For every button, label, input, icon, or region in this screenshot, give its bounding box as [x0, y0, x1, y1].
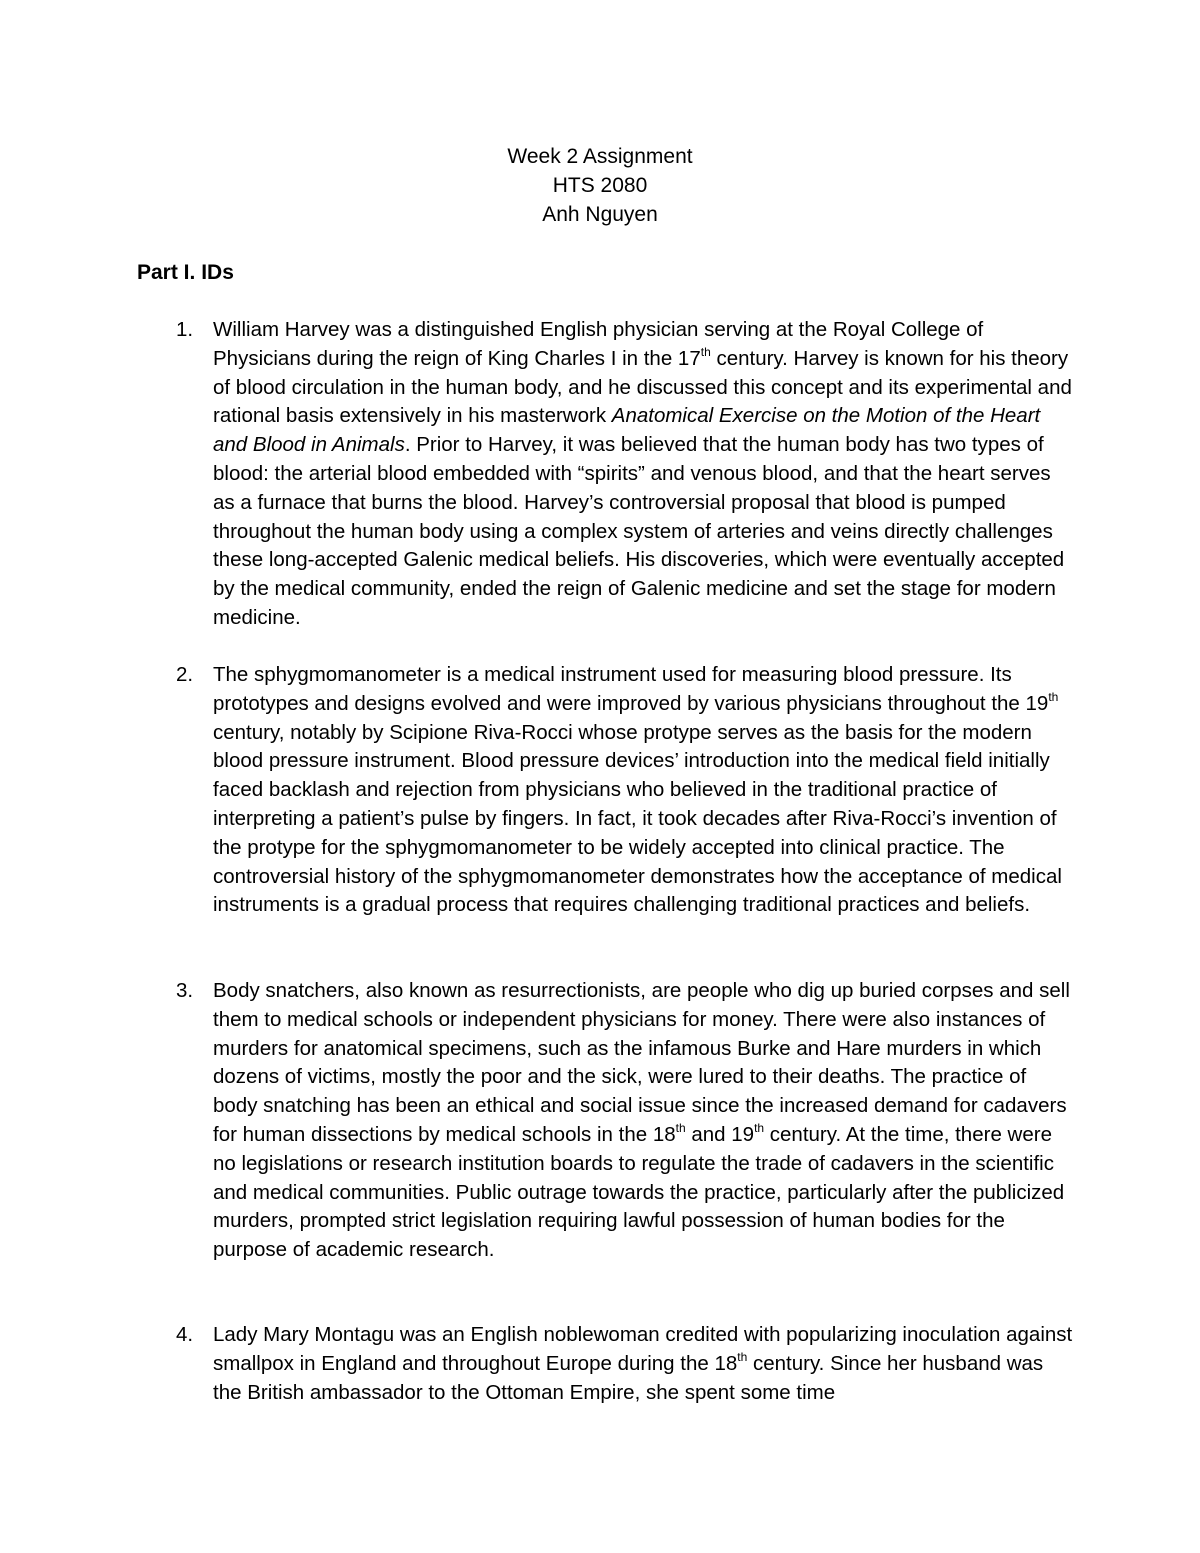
list-item-text: Body snatchers, also known as resurrectionists, are people who dig up buried corpses and sell them to medical schools or independent physicians for money. There were also instances of murders for anatomical specimens, such as the infamous Burke and Hare murders in which dozens of victims, mostly the poor and the sick, were lured to their deaths. The practice of body snatching has been an ethical and social issue since the increased demand for cadavers for human dissections by medical schools in the 18th and 19th century. At the time, there were no legislations or research institution boards to regulate the trade of cadavers in the scientific and medical communities. Public outrage towards the practice, particularly after the publicized murders, prompted strict legislation requiring lawful possession of human bodies for the purpose of academic research. — [213, 979, 1070, 1262]
list-item — [176, 977, 1076, 1265]
course-code: HTS 2080 — [552, 174, 648, 197]
list-item — [176, 661, 1076, 920]
list-item-text: William Harvey was a distinguished English physician serving at the Royal College of Physicians during the reign of King Charles I in the 17th century. Harvey is known for his theory of blood circulation in the human body, and he discussed this concept and its experimental and rational basis extensively in his masterwork Anatomical Exercise on the Motion of the Heart and Blood in Animals. Prior to Harvey, it was believed that the human body has two types of blood: the arterial blood embedded with “spirits” and venous blood, and that the heart serves as a furnace that burns the blood. Harvey’s controversial proposal that blood is pumped throughout the human body using a complex system of arteries and veins directly challenges these long-accepted Galenic medical beliefs. His discoveries, which were eventually accepted by the medical community, ended the reign of Galenic medicine and set the stage for modern medicine. — [213, 318, 1072, 629]
assignment-title: Week 2 Assignment — [507, 145, 693, 168]
list-item-number: 4. — [176, 1323, 194, 1346]
list-item-number: 3. — [176, 979, 194, 1002]
list-item — [176, 1321, 1076, 1407]
book-title: Anatomical Exercise on the Motion of the Heart and Blood in Animals — [213, 404, 1041, 457]
list-item-text: The sphygmomanometer is a medical instrument used for measuring blood pressure. Its prototypes and designs evolved and were improved by various physicians throughout the 19th century, notably by Scipione Riva-Rocci whose protype serves as the basis for the modern blood pressure instrument. Blood pressure devices’ introduction into the medical field initially faced backlash and rejection from physicians who believed in the traditional practice of interpreting a patient’s pulse by fingers. In fact, it took decades after Riva-Rocci’s invention of the protype for the sphygmomanometer to be widely accepted into clinical practice. The controversial history of the sphygmomanometer demonstrates how the acceptance of medical instruments is a gradual process that requires challenging traditional practices and beliefs. — [213, 663, 1062, 917]
document-header — [0, 142, 1200, 229]
part-heading: Part I. IDs — [137, 261, 234, 284]
list-item — [176, 316, 1076, 633]
list-item-text: Lady Mary Montagu was an English noblewoman credited with popularizing inoculation against smallpox in England and throughout Europe during the 18th century. Since her husband was the British ambassador to the Ottoman Empire, she spent some time — [213, 1323, 1073, 1404]
author-name: Anh Nguyen — [542, 203, 658, 226]
list-item-number: 1. — [176, 318, 194, 341]
list-item-number: 2. — [176, 663, 194, 686]
